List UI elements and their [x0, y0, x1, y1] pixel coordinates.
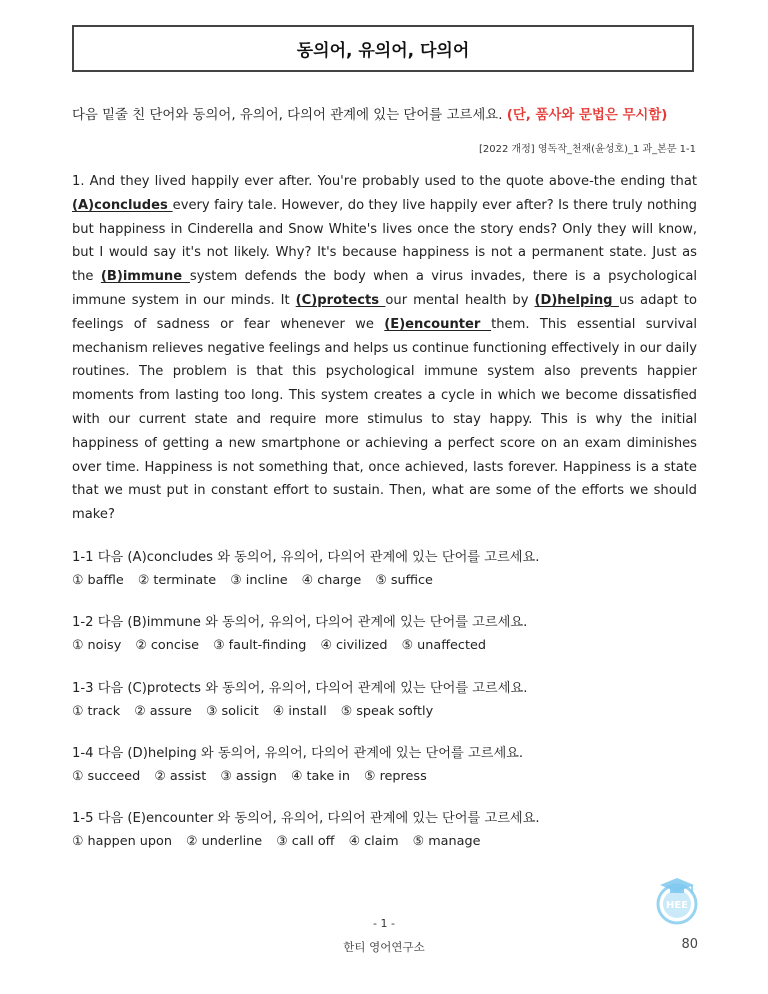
question-1-5: 1-5 다음 (E)encounter 와 동의어, 유의어, 다의어 관계에 있는 단어를 고르세요. — [72, 811, 540, 826]
instruction-note: (단, 품사와 문법은 무시함) — [506, 108, 668, 123]
option[interactable]: ① happen upon — [72, 834, 172, 849]
keyword-d: (D)helping — [534, 292, 619, 308]
question-1-4: 1-4 다음 (D)helping 와 동의어, 유의어, 다의어 관계에 있는 단어를 고르세요. — [72, 746, 524, 761]
instruction-text: 다음 밑줄 친 단어와 동의어, 유의어, 다의어 관계에 있는 단어를 고르세요. — [72, 108, 507, 123]
option[interactable]: ② concise — [135, 638, 200, 653]
keyword-c: (C)protects — [295, 292, 386, 308]
option[interactable]: ③ solicit — [205, 704, 259, 719]
keyword-b: (B)immune — [100, 269, 190, 285]
passage-text: 1. And they lived happily ever after. You're probably used to the quote above-the ending that — [72, 174, 697, 189]
keyword-a: (A)concludes — [72, 197, 173, 213]
option[interactable]: ③ assign — [220, 769, 277, 784]
option[interactable]: ⑤ unaffected — [401, 638, 486, 653]
options-1-1 — [72, 573, 443, 588]
option[interactable]: ④ civilized — [320, 638, 388, 653]
footer-page-indicator: - 1 - — [373, 917, 395, 930]
option[interactable]: ③ call off — [276, 834, 335, 849]
option[interactable]: ② underline — [186, 834, 263, 849]
option[interactable]: ④ install — [272, 704, 327, 719]
passage-text: system defends the body when a virus invades, there is a psychological immune system in our minds. It — [72, 269, 698, 308]
option[interactable]: ④ claim — [348, 834, 399, 849]
instruction — [72, 104, 667, 123]
option[interactable]: ④ take in — [290, 769, 350, 784]
options-1-2 — [72, 638, 496, 653]
options-1-3 — [72, 704, 443, 719]
page-title: 동의어, 유의어, 다의어 — [72, 25, 694, 72]
page-number: 80 — [681, 937, 698, 952]
logo-text: HEE — [665, 900, 689, 911]
option[interactable]: ② assist — [154, 769, 207, 784]
option[interactable]: ⑤ suffice — [375, 573, 433, 588]
question-1-2: 1-2 다음 (B)immune 와 동의어, 유의어, 다의어 관계에 있는 단어를 고르세요. — [72, 615, 528, 630]
option[interactable]: ③ incline — [230, 573, 288, 588]
passage-text: every fairy tale. However, do they live happily ever after? Is there truly nothing but happiness in Cinderella and Snow White's lives once the story ends? Only they will know, but I would say it's not likely. Why? It's because happiness is not a permanent state. Just as the — [72, 197, 697, 285]
source-label: [2022 개정] 영독작_천재(윤성호)_1 과_본문 1-1 — [478, 144, 696, 155]
passage — [72, 170, 697, 527]
passage-text: them. This essential survival mechanism relieves negative feelings and helps us continue functioning effectively in our daily routines. The problem is that this psychological immune system also prevents happier moments from lasting too long. This system creates a cycle in which we become dissatisfied with our current state and require more stimulus to stay happy. This is why the initial happiness of getting a new smartphone or achieving a perfect score on an exam diminishes over time. Happiness is not something that, once achieved, lasts forever. Happiness is a state that we must put in constant effort to sustain. Then, what are some of the efforts we should make? — [72, 316, 697, 523]
passage-text: us adapt to feelings of sadness or fear whenever we — [72, 292, 697, 332]
option[interactable]: ① track — [72, 704, 121, 719]
option[interactable]: ① noisy — [72, 638, 122, 653]
question-1-3: 1-3 다음 (C)protects 와 동의어, 유의어, 다의어 관계에 있는 단어를 고르세요. — [72, 681, 528, 696]
question-1-1: 1-1 다음 (A)concludes 와 동의어, 유의어, 다의어 관계에 있는 단어를 고르세요. — [72, 550, 540, 565]
option[interactable]: ① baffle — [72, 573, 124, 588]
options-1-5 — [72, 834, 490, 849]
passage-text: our mental health by — [385, 292, 535, 308]
option[interactable]: ① succeed — [72, 769, 141, 784]
option[interactable]: ⑤ speak softly — [340, 704, 434, 719]
option[interactable]: ② terminate — [137, 573, 217, 588]
option[interactable]: ⑤ repress — [364, 769, 427, 784]
option[interactable]: ② assure — [134, 704, 192, 719]
option[interactable]: ③ fault-finding — [213, 638, 307, 653]
option[interactable]: ④ charge — [301, 573, 362, 588]
option[interactable]: ⑤ manage — [412, 834, 481, 849]
options-1-4 — [72, 769, 437, 784]
footer-publisher: 한티 영어연구소 — [343, 940, 425, 954]
keyword-e: (E)encounter — [384, 316, 492, 332]
